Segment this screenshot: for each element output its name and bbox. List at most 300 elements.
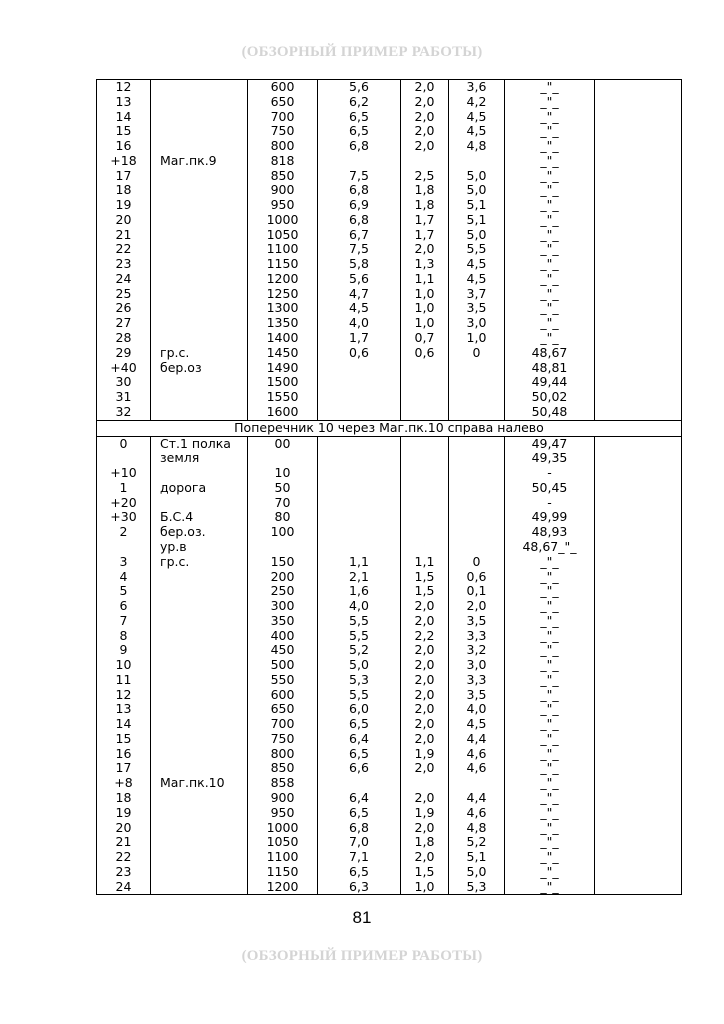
cell-reading-a: 4,0: [318, 316, 401, 331]
cell-reading-b: [401, 390, 449, 405]
cell-distance: [248, 451, 318, 466]
cell-point: 31: [97, 390, 151, 405]
cell-note: [595, 466, 682, 481]
cell-depth: 3,5: [449, 688, 505, 703]
cell-point: +20: [97, 496, 151, 511]
cell-reading-a: 1,7: [318, 331, 401, 346]
table-row: [97, 390, 682, 405]
cell-feature: [151, 124, 248, 139]
cell-note: [595, 331, 682, 346]
cell-note: [595, 361, 682, 376]
cell-feature: земля: [151, 451, 248, 466]
cell-distance: 818: [248, 154, 318, 169]
cell-note: [595, 643, 682, 658]
table-row: [97, 629, 682, 644]
cell-feature: [151, 629, 248, 644]
cell-depth: 4,6: [449, 747, 505, 762]
cell-reading-a: 6,7: [318, 228, 401, 243]
cell-note: [595, 570, 682, 585]
cell-elevation: _"_: [505, 110, 595, 125]
table-row: [97, 673, 682, 688]
cell-elevation: _"_: [505, 717, 595, 732]
cell-feature: Маг.пк.9: [151, 154, 248, 169]
cell-distance: 550: [248, 673, 318, 688]
cell-depth: [449, 510, 505, 525]
cell-distance: 650: [248, 95, 318, 110]
cell-reading-b: 2,0: [401, 599, 449, 614]
cell-elevation: -: [505, 496, 595, 511]
table-row: [97, 213, 682, 228]
table-row: [97, 747, 682, 762]
cell-reading-b: 2,0: [401, 717, 449, 732]
table-row: [97, 614, 682, 629]
cell-distance: 950: [248, 806, 318, 821]
cell-distance: 858: [248, 776, 318, 791]
cell-reading-a: 6,6: [318, 761, 401, 776]
cell-elevation: _"_: [505, 213, 595, 228]
cell-depth: 4,8: [449, 821, 505, 836]
table-row: [97, 540, 682, 555]
cell-point: 17: [97, 761, 151, 776]
cell-depth: 3,5: [449, 614, 505, 629]
cell-depth: 3,2: [449, 643, 505, 658]
table-row: [97, 835, 682, 850]
cell-note: [595, 658, 682, 673]
cell-depth: 3,5: [449, 301, 505, 316]
cell-elevation: _"_: [505, 228, 595, 243]
cell-distance: 1450: [248, 346, 318, 361]
table-row: [97, 198, 682, 213]
cell-elevation: -: [505, 466, 595, 481]
table-row: [97, 80, 682, 95]
cell-depth: 2,0: [449, 599, 505, 614]
cell-reading-b: [401, 154, 449, 169]
cell-feature: [151, 242, 248, 257]
cell-reading-a: [318, 776, 401, 791]
cell-point: 18: [97, 183, 151, 198]
cell-depth: [449, 375, 505, 390]
cell-feature: [151, 198, 248, 213]
cell-feature: Б.С.4: [151, 510, 248, 525]
cell-reading-b: 1,1: [401, 555, 449, 570]
cell-point: 7: [97, 614, 151, 629]
cell-distance: 1550: [248, 390, 318, 405]
cell-feature: [151, 228, 248, 243]
cell-note: [595, 821, 682, 836]
cell-elevation: _"_: [505, 584, 595, 599]
cell-elevation: _"_: [505, 865, 595, 880]
cell-reading-b: 2,0: [401, 732, 449, 747]
cell-feature: [151, 688, 248, 703]
cell-distance: 70: [248, 496, 318, 511]
cell-point: 16: [97, 747, 151, 762]
cell-point: 24: [97, 880, 151, 895]
cell-feature: [151, 375, 248, 390]
cell-elevation: 48,93: [505, 525, 595, 540]
cell-point: 8: [97, 629, 151, 644]
cell-note: [595, 154, 682, 169]
cell-distance: 100: [248, 525, 318, 540]
cell-distance: 1050: [248, 228, 318, 243]
cell-feature: [151, 390, 248, 405]
cell-elevation: _"_: [505, 272, 595, 287]
cell-feature: [151, 865, 248, 880]
cell-distance: [248, 540, 318, 555]
cell-point: [97, 451, 151, 466]
cell-note: [595, 346, 682, 361]
cell-feature: [151, 717, 248, 732]
cell-elevation: _"_: [505, 629, 595, 644]
cell-point: 27: [97, 316, 151, 331]
cell-feature: Ст.1 полка: [151, 436, 248, 451]
cell-reading-a: 6,4: [318, 732, 401, 747]
cell-depth: 4,8: [449, 139, 505, 154]
cell-point: 9: [97, 643, 151, 658]
cell-point: +8: [97, 776, 151, 791]
cell-depth: [449, 361, 505, 376]
cell-distance: 1250: [248, 287, 318, 302]
cell-feature: [151, 673, 248, 688]
cell-feature: [151, 331, 248, 346]
watermark-top: (ОБЗОРНЫЙ ПРИМЕР РАБОТЫ): [241, 44, 483, 60]
section-1-rows: [97, 80, 682, 421]
table-row: [97, 643, 682, 658]
cell-note: [595, 139, 682, 154]
cell-note: [595, 776, 682, 791]
table-row: [97, 806, 682, 821]
cell-depth: 4,5: [449, 124, 505, 139]
cell-depth: 5,0: [449, 228, 505, 243]
cell-distance: 1200: [248, 272, 318, 287]
cell-point: 15: [97, 124, 151, 139]
cell-distance: 700: [248, 110, 318, 125]
cell-note: [595, 169, 682, 184]
cell-distance: 1500: [248, 375, 318, 390]
table-row: [97, 466, 682, 481]
cell-reading-b: 1,9: [401, 747, 449, 762]
cell-reading-a: 2,1: [318, 570, 401, 585]
cell-feature: [151, 139, 248, 154]
cell-reading-b: 2,0: [401, 614, 449, 629]
cell-elevation: _"_: [505, 316, 595, 331]
cell-reading-b: 1,5: [401, 865, 449, 880]
cell-feature: [151, 183, 248, 198]
cell-feature: ур.в: [151, 540, 248, 555]
cell-elevation: _"_: [505, 761, 595, 776]
cell-note: [595, 390, 682, 405]
cell-reading-a: 5,3: [318, 673, 401, 688]
cell-depth: 5,2: [449, 835, 505, 850]
cell-feature: [151, 570, 248, 585]
cell-note: [595, 702, 682, 717]
cell-note: [595, 316, 682, 331]
cell-point: 13: [97, 702, 151, 717]
table-row: [97, 850, 682, 865]
cell-elevation: _"_: [505, 673, 595, 688]
cell-point: 17: [97, 169, 151, 184]
cell-note: [595, 850, 682, 865]
table-row: [97, 95, 682, 110]
table-row: [97, 865, 682, 880]
cell-reading-a: 5,6: [318, 272, 401, 287]
cell-point: 1: [97, 481, 151, 496]
cell-elevation: _"_: [505, 688, 595, 703]
cell-feature: [151, 614, 248, 629]
cell-reading-a: 6,2: [318, 95, 401, 110]
cell-point: 2: [97, 525, 151, 540]
cell-elevation: _"_: [505, 555, 595, 570]
cell-note: [595, 688, 682, 703]
cell-reading-b: 1,8: [401, 835, 449, 850]
section-2-rows: [97, 436, 682, 895]
cell-reading-a: [318, 540, 401, 555]
table-row: [97, 272, 682, 287]
cell-feature: [151, 835, 248, 850]
table-row: [97, 169, 682, 184]
cell-distance: 1490: [248, 361, 318, 376]
cell-note: [595, 629, 682, 644]
cell-reading-b: 1,0: [401, 880, 449, 895]
cell-note: [595, 865, 682, 880]
cell-distance: 450: [248, 643, 318, 658]
cell-note: [595, 80, 682, 95]
table-row: [97, 880, 682, 895]
cell-elevation: 49,44: [505, 375, 595, 390]
cell-depth: [449, 776, 505, 791]
cell-depth: 5,3: [449, 880, 505, 895]
cell-reading-a: 7,0: [318, 835, 401, 850]
cell-reading-b: 2,0: [401, 791, 449, 806]
cell-note: [595, 525, 682, 540]
cell-note: [595, 717, 682, 732]
cell-feature: дорога: [151, 481, 248, 496]
cell-point: 22: [97, 850, 151, 865]
cell-reading-b: 1,5: [401, 584, 449, 599]
cell-reading-a: 5,0: [318, 658, 401, 673]
cell-reading-b: 2,0: [401, 124, 449, 139]
cell-note: [595, 451, 682, 466]
cell-reading-a: 6,5: [318, 124, 401, 139]
cell-reading-a: 6,8: [318, 213, 401, 228]
cell-point: 21: [97, 835, 151, 850]
cell-point: 26: [97, 301, 151, 316]
cell-elevation: _"_: [505, 154, 595, 169]
cell-depth: 5,1: [449, 198, 505, 213]
cell-reading-a: 7,5: [318, 242, 401, 257]
cell-point: 20: [97, 821, 151, 836]
table-row: [97, 346, 682, 361]
table-row: [97, 183, 682, 198]
cell-depth: [449, 496, 505, 511]
table-row: [97, 599, 682, 614]
cell-depth: 4,4: [449, 732, 505, 747]
table-row: [97, 361, 682, 376]
cell-depth: [449, 154, 505, 169]
cell-distance: 950: [248, 198, 318, 213]
cell-note: [595, 540, 682, 555]
cell-depth: 3,3: [449, 673, 505, 688]
cell-elevation: 50,02: [505, 390, 595, 405]
cell-note: [595, 555, 682, 570]
cell-distance: 800: [248, 747, 318, 762]
cell-note: [595, 242, 682, 257]
cell-elevation: _"_: [505, 643, 595, 658]
cell-depth: [449, 466, 505, 481]
cell-depth: [449, 390, 505, 405]
table-row: [97, 702, 682, 717]
cell-reading-b: 2,0: [401, 80, 449, 95]
cell-note: [595, 835, 682, 850]
cell-feature: [151, 257, 248, 272]
cell-point: 18: [97, 791, 151, 806]
cell-distance: 650: [248, 702, 318, 717]
cell-reading-a: 7,5: [318, 169, 401, 184]
cell-feature: [151, 272, 248, 287]
cell-reading-b: [401, 540, 449, 555]
section-title-row: [97, 420, 682, 436]
table-row: [97, 228, 682, 243]
cell-point: 24: [97, 272, 151, 287]
cell-note: [595, 806, 682, 821]
table-row: [97, 375, 682, 390]
cell-elevation: _"_: [505, 242, 595, 257]
cell-depth: [449, 405, 505, 420]
cell-elevation: _"_: [505, 169, 595, 184]
table-row: [97, 570, 682, 585]
cell-depth: [449, 436, 505, 451]
cell-elevation: _"_: [505, 570, 595, 585]
cell-point: 28: [97, 331, 151, 346]
cell-distance: 250: [248, 584, 318, 599]
cell-reading-a: [318, 481, 401, 496]
cell-point: 6: [97, 599, 151, 614]
cell-point: 20: [97, 213, 151, 228]
cell-distance: 900: [248, 791, 318, 806]
cell-note: [595, 481, 682, 496]
table-row: [97, 688, 682, 703]
cell-depth: 3,0: [449, 658, 505, 673]
cell-depth: 5,0: [449, 183, 505, 198]
cell-elevation: _"_: [505, 331, 595, 346]
cell-elevation: 48,67_"_: [505, 540, 595, 555]
cell-elevation: _"_: [505, 732, 595, 747]
cell-reading-a: [318, 436, 401, 451]
cell-point: +30: [97, 510, 151, 525]
cell-reading-a: 6,8: [318, 183, 401, 198]
cell-depth: 5,1: [449, 850, 505, 865]
cell-reading-b: [401, 436, 449, 451]
cell-reading-b: 2,0: [401, 110, 449, 125]
cell-reading-a: [318, 154, 401, 169]
table-row: [97, 732, 682, 747]
cell-distance: 1400: [248, 331, 318, 346]
cell-elevation: _"_: [505, 747, 595, 762]
cell-distance: 200: [248, 570, 318, 585]
cell-elevation: _"_: [505, 198, 595, 213]
cell-reading-a: 6,5: [318, 747, 401, 762]
cell-reading-b: 2,0: [401, 673, 449, 688]
cell-reading-b: 2,5: [401, 169, 449, 184]
cell-feature: [151, 658, 248, 673]
cell-reading-a: 6,5: [318, 865, 401, 880]
cell-feature: [151, 213, 248, 228]
cell-feature: [151, 316, 248, 331]
cell-point: 23: [97, 865, 151, 880]
cell-reading-b: [401, 375, 449, 390]
cell-note: [595, 405, 682, 420]
cell-elevation: _"_: [505, 287, 595, 302]
cell-reading-b: 1,7: [401, 228, 449, 243]
table-row: [97, 451, 682, 466]
cell-depth: 4,5: [449, 257, 505, 272]
cell-reading-b: 0,7: [401, 331, 449, 346]
cell-elevation: _"_: [505, 835, 595, 850]
cell-point: +40: [97, 361, 151, 376]
cell-elevation: _"_: [505, 821, 595, 836]
cell-depth: 0,6: [449, 570, 505, 585]
cell-depth: 0: [449, 346, 505, 361]
cell-reading-a: 4,5: [318, 301, 401, 316]
cell-depth: 4,0: [449, 702, 505, 717]
cell-note: [595, 614, 682, 629]
cell-elevation: _"_: [505, 702, 595, 717]
cell-depth: 3,3: [449, 629, 505, 644]
table-row: [97, 316, 682, 331]
cell-feature: [151, 95, 248, 110]
cell-reading-b: 0,6: [401, 346, 449, 361]
section-title: Поперечник 10 через Маг.пк.10 справа налево: [97, 420, 682, 436]
cell-note: [595, 732, 682, 747]
cell-reading-a: 6,8: [318, 139, 401, 154]
cell-elevation: 49,99: [505, 510, 595, 525]
cell-note: [595, 124, 682, 139]
cell-depth: [449, 451, 505, 466]
cell-reading-b: 1,9: [401, 806, 449, 821]
table-row: [97, 301, 682, 316]
table-row: [97, 139, 682, 154]
table-row: [97, 791, 682, 806]
cell-reading-b: 1,8: [401, 183, 449, 198]
cell-feature: [151, 169, 248, 184]
cell-note: [595, 791, 682, 806]
cell-elevation: _"_: [505, 791, 595, 806]
cell-elevation: 49,47: [505, 436, 595, 451]
cell-elevation: 50,48: [505, 405, 595, 420]
cell-reading-a: 6,4: [318, 791, 401, 806]
cell-reading-b: [401, 361, 449, 376]
cell-reading-a: 6,5: [318, 110, 401, 125]
cell-reading-a: 5,8: [318, 257, 401, 272]
cell-note: [595, 213, 682, 228]
cell-reading-b: [401, 496, 449, 511]
cell-note: [595, 287, 682, 302]
cell-reading-b: 2,0: [401, 702, 449, 717]
cell-note: [595, 510, 682, 525]
cell-reading-a: [318, 390, 401, 405]
cell-depth: 3,7: [449, 287, 505, 302]
table-row: [97, 496, 682, 511]
cell-point: 19: [97, 806, 151, 821]
cell-reading-b: 2,0: [401, 761, 449, 776]
cell-distance: 800: [248, 139, 318, 154]
cell-reading-a: 5,2: [318, 643, 401, 658]
table-row: [97, 510, 682, 525]
cell-elevation: _"_: [505, 599, 595, 614]
cell-note: [595, 301, 682, 316]
cell-distance: 00: [248, 436, 318, 451]
cell-distance: 1000: [248, 213, 318, 228]
cell-note: [595, 436, 682, 451]
